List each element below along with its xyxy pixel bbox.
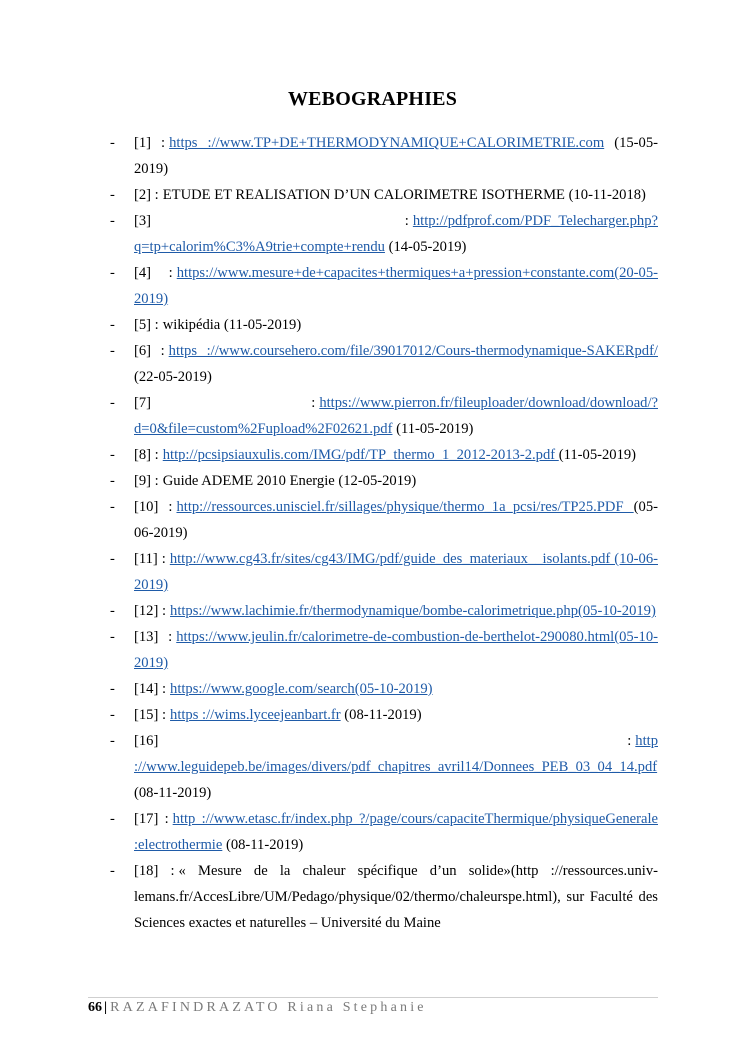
reference-list: [110, 130, 658, 936]
page-title: WEBOGRAPHIES: [287, 88, 458, 110]
reference-label: [1] :: [134, 135, 166, 151]
reference-link[interactable]: https://www.jeulin.fr/calorimetre-de-combustion-de-berthelot-290080.html(05-10-2019): [134, 629, 658, 671]
reference-item: [110, 130, 658, 182]
reference-item: [110, 390, 658, 442]
reference-text: Guide ADEME 2010 Energie (12-05-2019): [162, 473, 417, 489]
reference-item: [110, 182, 658, 208]
reference-date: (14-05-2019): [384, 239, 467, 255]
reference-label: [6] :: [134, 343, 165, 359]
reference-link[interactable]: http ://www.leguidepeb.be/images/divers/pdf_chapitres_avril14/Donnees_PEB_03_04_14.pdf: [134, 733, 658, 775]
reference-date: (22-05-2019): [134, 369, 212, 385]
footer-divider: [88, 997, 658, 998]
reference-item: [110, 208, 658, 260]
reference-item: [110, 312, 658, 338]
page-footer: [88, 1000, 427, 1016]
reference-date: (11-05-2019): [392, 421, 474, 437]
reference-text: « Mesure de la chaleur spécifique d’un solide»(http ://ressources.univ-lemans.fr/AccesLibre/UM/Pedago/physique/02/thermo/chaleurspe.html), sur Faculté des Sciences exactes et naturelles – Université du Maine: [134, 863, 658, 931]
reference-text: ETUDE ET REALISATION D’UN CALORIMETRE ISOTHERME (10-11-2018): [162, 187, 646, 203]
reference-item: [110, 468, 658, 494]
footer-author: RAZAFINDRAZATO Riana Stephanie: [110, 1000, 427, 1015]
reference-label: [2] :: [134, 187, 159, 203]
reference-label: [5] :: [134, 317, 159, 333]
reference-date: (05-06-2019): [134, 499, 658, 541]
reference-label: [10] :: [134, 499, 173, 515]
reference-item: [110, 624, 658, 676]
reference-item: [110, 806, 658, 858]
reference-date: (08-11-2019): [134, 785, 212, 801]
reference-link[interactable]: https://www.lachimie.fr/thermodynamique/bombe-calorimetrique.php(05-10-2019): [170, 603, 656, 619]
reference-link[interactable]: http://www.cg43.fr/sites/cg43/IMG/pdf/guide_des_materiaux__isolants.pdf (10-06-2019): [134, 551, 658, 593]
reference-label: [15] :: [134, 707, 167, 723]
reference-label: [11] :: [134, 551, 166, 567]
reference-label: [8] :: [134, 447, 159, 463]
reference-item: [110, 676, 658, 702]
reference-item: [110, 338, 658, 390]
reference-label: [17] :: [134, 811, 169, 827]
footer-separator: |: [104, 1000, 108, 1015]
reference-link[interactable]: https ://www.coursehero.com/file/39017012/Cours-thermodynamique-SAKERpdf/: [168, 343, 658, 359]
reference-link[interactable]: http://ressources.unisciel.fr/sillages/physique/thermo_1a_pcsi/res/TP25.PDF: [176, 499, 634, 515]
reference-link[interactable]: https ://wims.lyceejeanbart.fr: [170, 707, 341, 723]
reference-link[interactable]: https://www.mesure+de+capacites+thermiques+a+pression+constante.com(20-05-2019): [134, 265, 658, 307]
reference-label: [3] :: [134, 213, 409, 229]
reference-item: [110, 858, 658, 936]
reference-item: [110, 728, 658, 806]
reference-date: (08-11-2019): [222, 837, 304, 853]
reference-text: wikipédia (11-05-2019): [162, 317, 302, 333]
reference-label: [13] :: [134, 629, 173, 645]
reference-date: (11-05-2019): [558, 447, 637, 463]
reference-link[interactable]: http://pcsipsiauxulis.com/IMG/pdf/TP_thermo_1_2012-2013-2.pdf: [162, 447, 559, 463]
reference-item: [110, 702, 658, 728]
reference-link[interactable]: https ://www.TP+DE+THERMODYNAMIQUE+CALORIMETRIE.com: [169, 135, 605, 151]
reference-label: [14] :: [134, 681, 167, 697]
reference-item: [110, 260, 658, 312]
reference-item: [110, 494, 658, 546]
reference-link[interactable]: http://pdfprof.com/PDF_Telecharger.php?q=tp+calorim%C3%A9trie+compte+rendu: [134, 213, 658, 255]
reference-link[interactable]: https://www.google.com/search(05-10-2019): [170, 681, 433, 697]
reference-link[interactable]: http ://www.etasc.fr/index.php ?/page/cours/capaciteThermique/physiqueGenerale :electrothermie: [134, 811, 658, 853]
reference-date: (08-11-2019): [340, 707, 422, 723]
reference-date: (15-05-2019): [134, 135, 658, 177]
reference-label: [9] :: [134, 473, 159, 489]
reference-label: [4] :: [134, 265, 173, 281]
reference-link[interactable]: https://www.pierron.fr/fileuploader/download/download/?d=0&file=custom%2Fupload%2F02621.pdf: [134, 395, 658, 437]
reference-label: [7] :: [134, 395, 316, 411]
page-number: 66: [88, 1000, 102, 1015]
reference-label: [16] :: [134, 733, 632, 749]
reference-label: [12] :: [134, 603, 167, 619]
reference-item: [110, 598, 658, 624]
reference-item: [110, 546, 658, 598]
reference-label: [18] :: [134, 863, 175, 879]
reference-item: [110, 442, 658, 468]
